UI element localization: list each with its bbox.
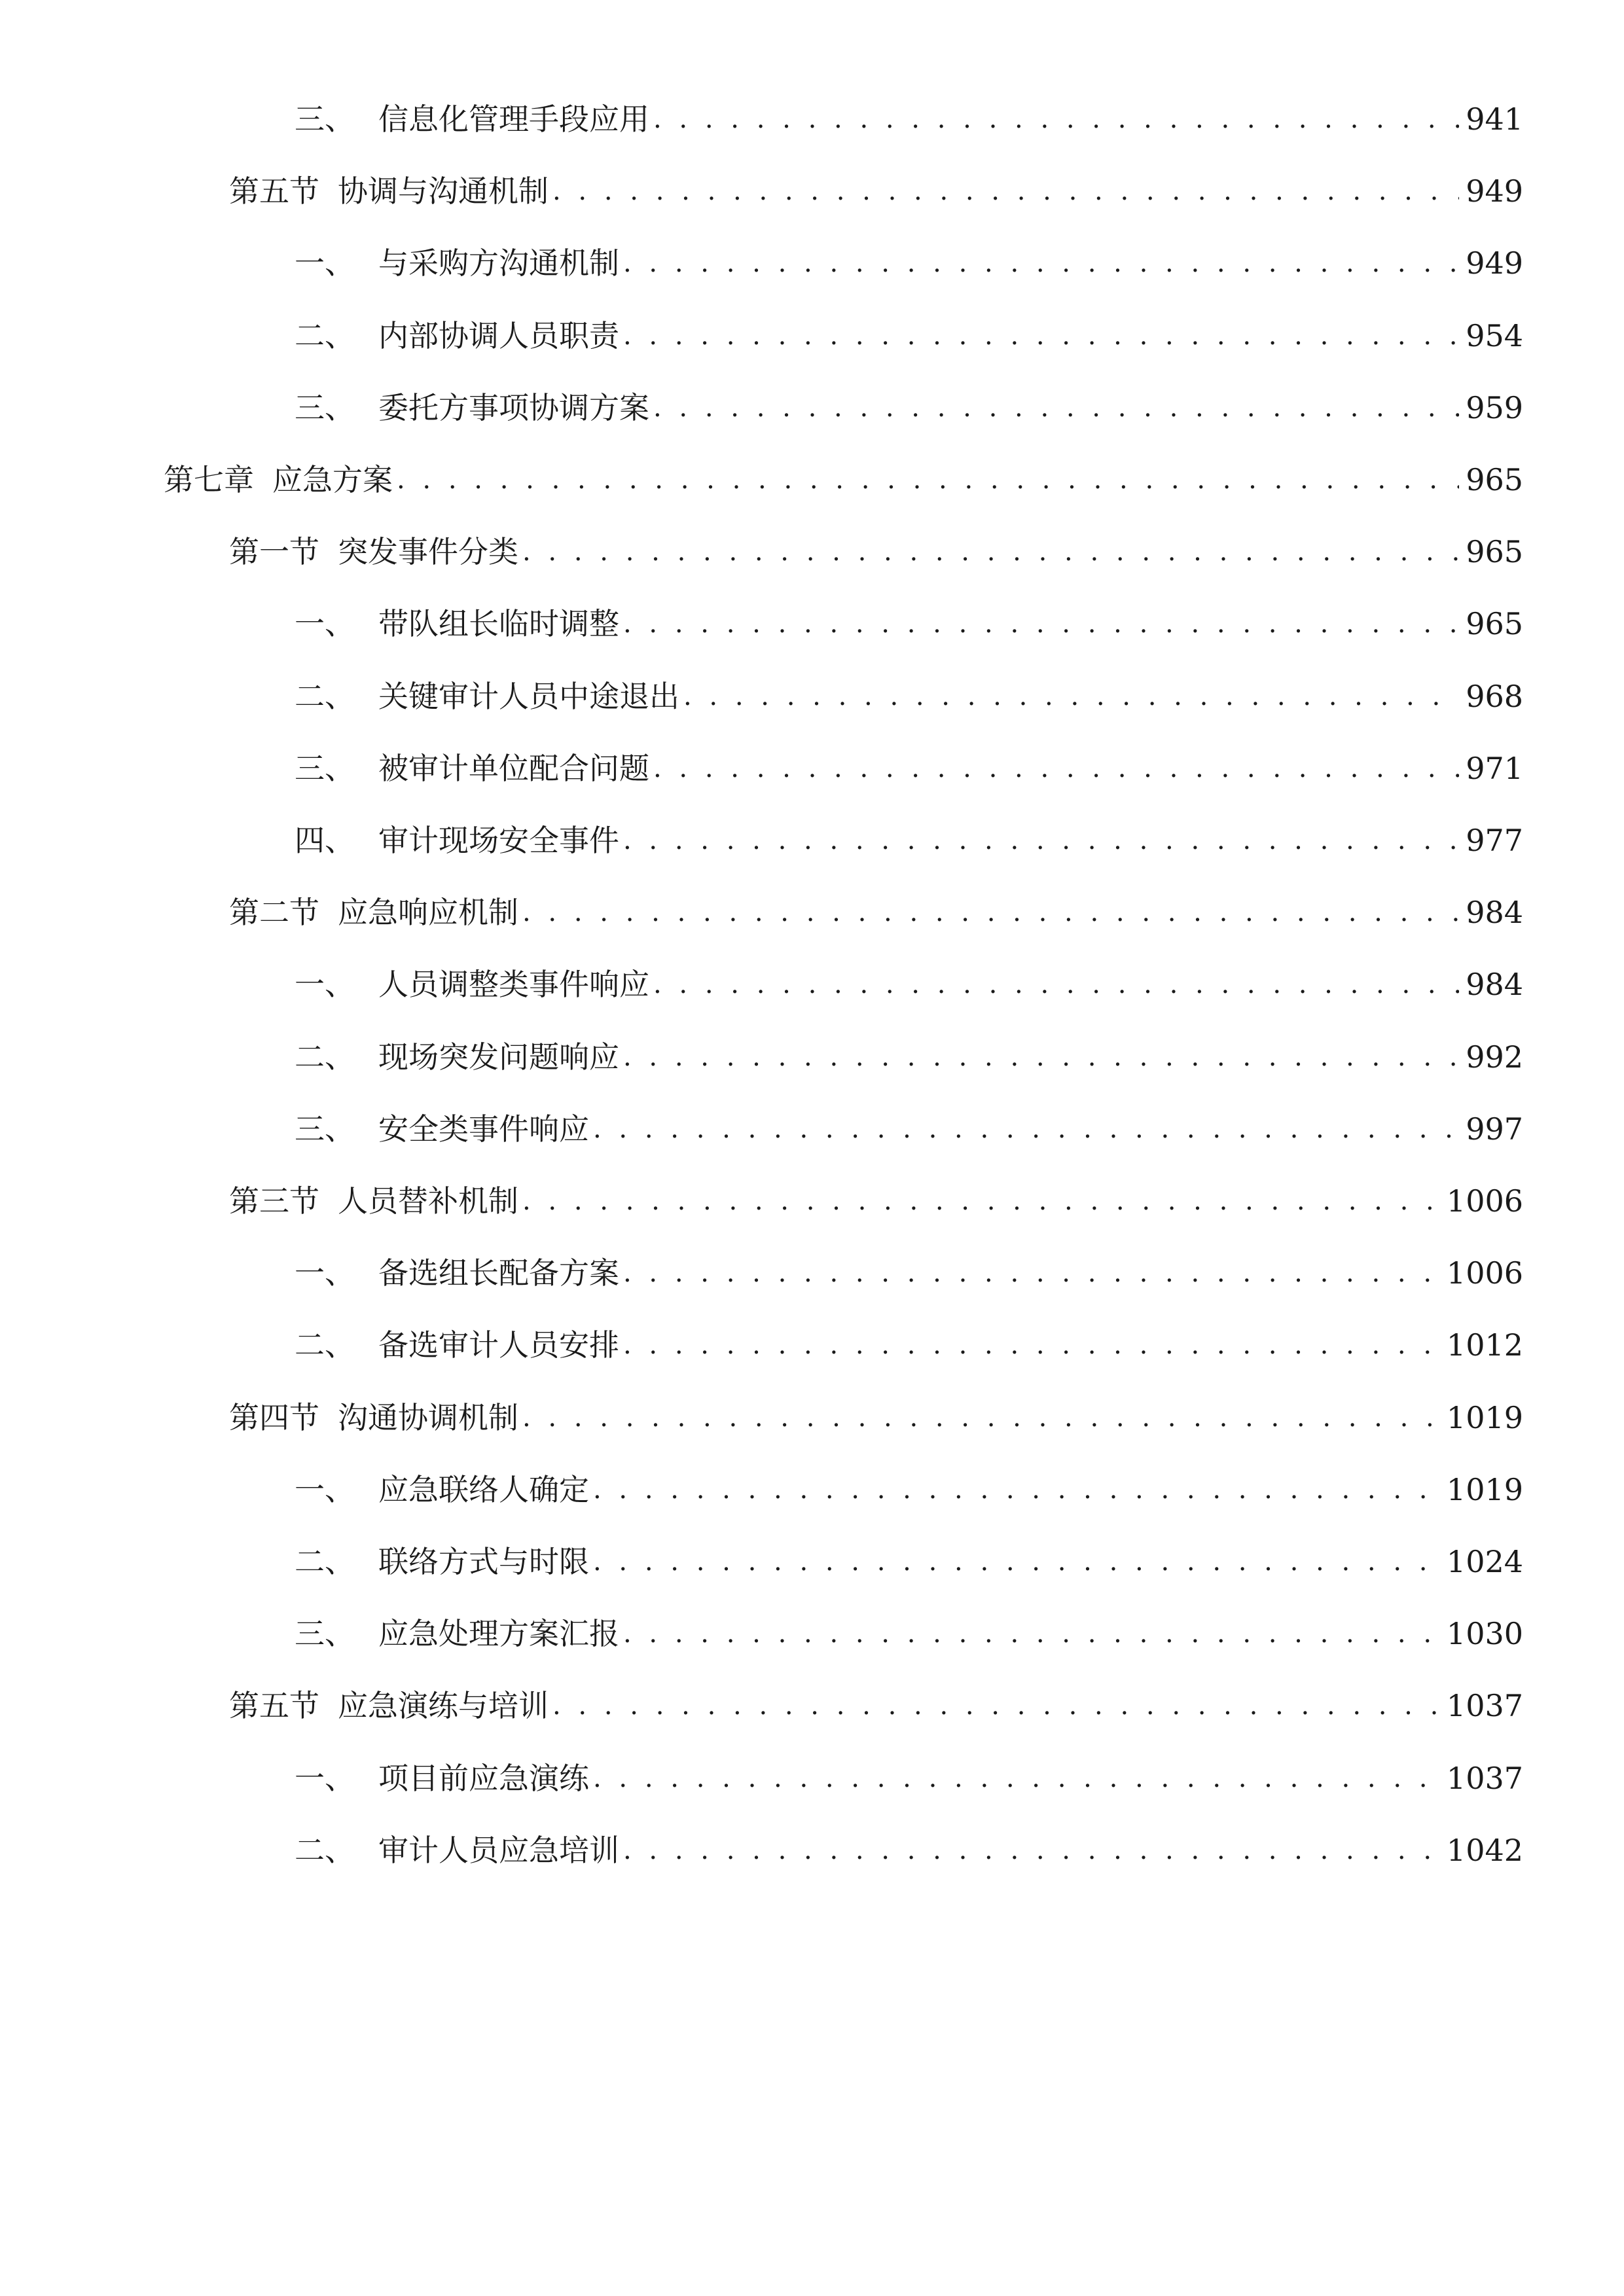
toc-dot-leader [593,1103,1459,1155]
toc-entry-number: 一、 [295,1471,355,1507]
toc-entry-number: 一、 [295,1255,355,1291]
toc-entry[interactable] [295,93,1523,145]
toc-entry[interactable] [229,1175,1523,1227]
toc-entry-number: 三、 [295,1111,355,1147]
toc-entry-page-number: 941 [1466,101,1523,137]
toc-entry-number: 二、 [295,1327,355,1363]
toc-entry-title: 备选审计人员安排 [378,1327,619,1363]
toc-entry[interactable] [229,165,1523,217]
toc-entry-title: 委托方事项协调方案 [378,389,649,425]
toc-entry-number: 二、 [295,678,355,714]
toc-entry[interactable] [295,310,1523,362]
toc-dot-leader [623,310,1459,362]
toc-entry[interactable] [295,1535,1523,1588]
toc-entry-number: 一、 [295,967,355,1003]
toc-entry-title: 被审计单位配合问题 [378,750,649,786]
toc-entry-number: 一、 [295,606,355,642]
toc-entry-title: 应急演练与培训 [338,1688,549,1724]
toc-entry-number: 第一节 [229,534,319,570]
toc-entry-page-number: 997 [1466,1111,1523,1147]
toc-entry[interactable] [295,814,1523,867]
toc-entry-number: 三、 [295,389,355,425]
toc-entry-number: 二、 [295,1544,355,1579]
toc-dot-leader [623,598,1459,650]
toc-entry-number: 三、 [295,1616,355,1652]
toc-entry-page-number: 992 [1466,1039,1523,1075]
toc-dot-leader [552,1679,1440,1732]
toc-entry-number: 二、 [295,1832,355,1868]
toc-entry-number: 第二节 [229,895,319,931]
toc-dot-leader [653,382,1459,434]
toc-entry-title: 与采购方沟通机制 [378,245,619,281]
toc-entry-page-number: 949 [1466,173,1523,209]
toc-dot-leader [623,814,1459,867]
toc-entry-number: 第三节 [229,1183,319,1219]
toc-dot-leader [522,886,1459,939]
toc-entry-number: 第五节 [229,1688,319,1724]
toc-entry-title: 关键审计人员中途退出 [378,678,679,714]
toc-entry-page-number: 984 [1466,895,1523,931]
toc-entry-title: 协调与沟通机制 [338,173,549,209]
toc-entry-number: 一、 [295,1760,355,1796]
toc-entry-title: 项目前应急演练 [378,1760,589,1796]
toc-dot-leader [522,1391,1440,1444]
toc-entry-title: 突发事件分类 [338,534,518,570]
toc-entry-title: 联络方式与时限 [378,1544,589,1579]
toc-entry-number: 第七章 [164,462,254,497]
toc-entry-page-number: 977 [1466,823,1523,858]
toc-entry-page-number: 954 [1466,317,1523,353]
toc-dot-leader [623,1607,1440,1660]
toc-entry-title: 安全类事件响应 [378,1111,589,1147]
toc-entry[interactable] [229,526,1523,578]
toc-dot-leader [623,1247,1440,1299]
toc-entry[interactable] [295,1607,1523,1660]
toc-entry-page-number: 965 [1466,606,1523,642]
toc-entry[interactable] [164,454,1523,506]
toc-entry[interactable] [295,742,1523,795]
toc-dot-leader [683,670,1459,723]
toc-entry-number: 第四节 [229,1399,319,1435]
toc-entry-page-number: 949 [1466,245,1523,281]
toc-entry-title: 内部协调人员职责 [378,317,619,353]
toc-dot-leader [653,958,1459,1011]
toc-entry-title: 沟通协调机制 [338,1399,518,1435]
toc-entry-title: 信息化管理手段应用 [378,101,649,137]
toc-entry-title: 应急方案 [272,462,393,497]
toc-entry[interactable] [229,1679,1523,1732]
toc-entry[interactable] [295,958,1523,1011]
toc-dot-leader [623,1031,1459,1083]
toc-entry-number: 二、 [295,317,355,353]
toc-entry-number: 三、 [295,101,355,137]
toc-entry-page-number: 1024 [1446,1544,1523,1579]
toc-entry-number: 三、 [295,750,355,786]
toc-dot-leader [593,1463,1440,1516]
toc-entry[interactable] [229,1391,1523,1444]
toc-dot-leader [623,1824,1440,1876]
toc-entry[interactable] [295,670,1523,723]
toc-entry-title: 应急响应机制 [338,895,518,931]
toc-dot-leader [623,1319,1440,1371]
toc-entry-number: 一、 [295,245,355,281]
toc-dot-leader [397,454,1459,506]
toc-entry-page-number: 1019 [1446,1471,1523,1507]
toc-entry[interactable] [295,382,1523,434]
toc-entry-page-number: 959 [1466,389,1523,425]
toc-entry-page-number: 965 [1466,462,1523,497]
toc-entry-number: 四、 [295,823,355,858]
toc-dot-leader [623,237,1459,289]
toc-entry[interactable] [295,598,1523,650]
toc-entry-title: 现场突发问题响应 [378,1039,619,1075]
toc-dot-leader [552,165,1459,217]
toc-entry-page-number: 1030 [1446,1616,1523,1652]
toc-entry-title: 应急处理方案汇报 [378,1616,619,1652]
toc-entry-title: 人员替补机制 [338,1183,518,1219]
toc-dot-leader [593,1752,1440,1804]
toc-entry[interactable] [295,1103,1523,1155]
toc-entry-page-number: 971 [1466,750,1523,786]
toc-entry-title: 人员调整类事件响应 [378,967,649,1003]
toc-entry-number: 二、 [295,1039,355,1075]
toc-entry[interactable] [229,886,1523,939]
toc-entry[interactable] [295,1463,1523,1516]
toc-entry-title: 审计人员应急培训 [378,1832,619,1868]
toc-entry-page-number: 1012 [1446,1327,1523,1363]
toc-entry-page-number: 1042 [1446,1832,1523,1868]
toc-entry-page-number: 1019 [1446,1399,1523,1435]
toc-entry[interactable] [295,1247,1523,1299]
toc-entry[interactable] [295,1031,1523,1083]
toc-entry-page-number: 965 [1466,534,1523,570]
toc-dot-leader [522,1175,1440,1227]
toc-entry-title: 备选组长配备方案 [378,1255,619,1291]
toc-entry-page-number: 1006 [1446,1183,1523,1219]
toc-entry-page-number: 1037 [1446,1688,1523,1724]
toc-entry-page-number: 1037 [1446,1760,1523,1796]
toc-dot-leader [522,526,1459,578]
toc-entry-title: 应急联络人确定 [378,1471,589,1507]
toc-entry-number: 第五节 [229,173,319,209]
toc-entry-title: 审计现场安全事件 [378,823,619,858]
toc-entry-page-number: 984 [1466,967,1523,1003]
toc-entry[interactable] [295,237,1523,289]
toc-entry-title: 带队组长临时调整 [378,606,619,642]
toc-dot-leader [653,742,1459,795]
toc-entry[interactable] [295,1824,1523,1876]
toc-dot-leader [593,1535,1440,1588]
toc-entry[interactable] [295,1319,1523,1371]
toc-entry-page-number: 1006 [1446,1255,1523,1291]
toc-entry[interactable] [295,1752,1523,1804]
toc-entry-page-number: 968 [1466,678,1523,714]
toc-dot-leader [653,93,1459,145]
